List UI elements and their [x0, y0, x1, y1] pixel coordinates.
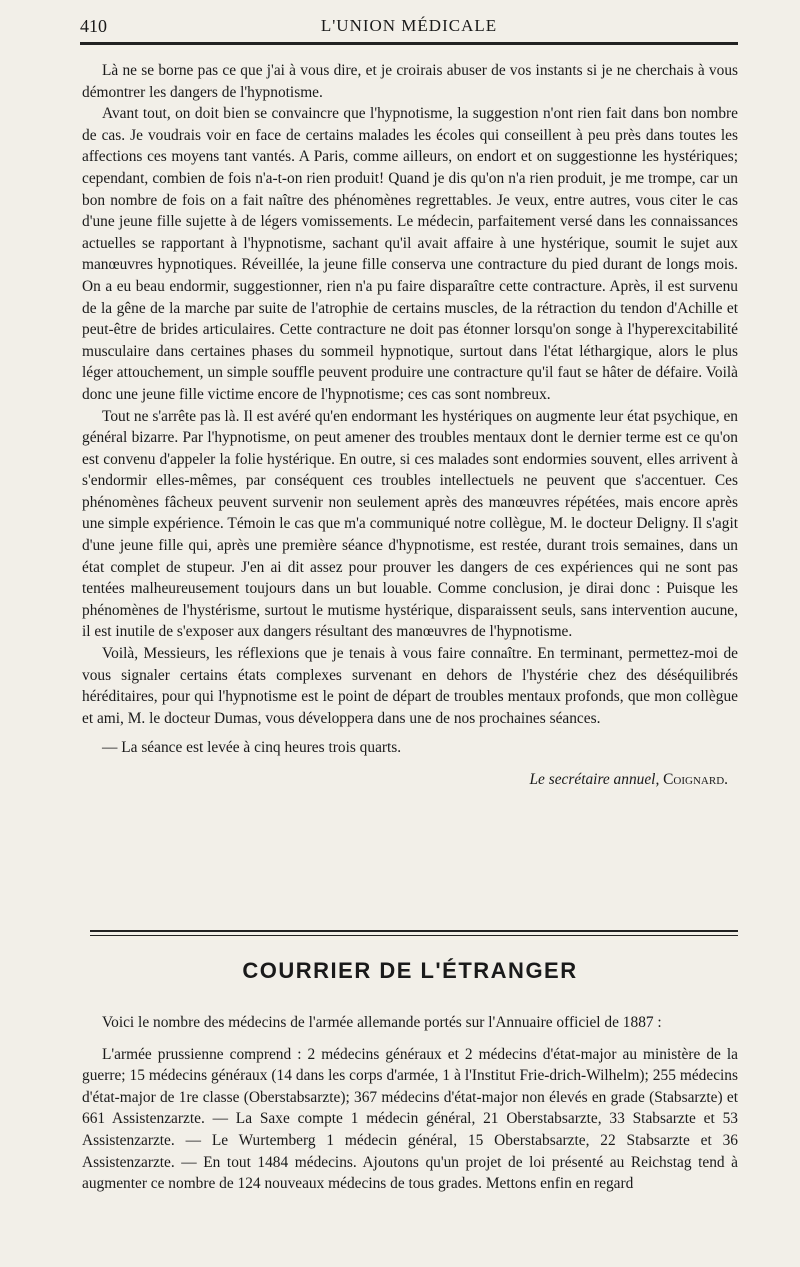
signature-name: Coignard.	[663, 771, 728, 788]
signature-label: Le secrétaire annuel,	[529, 771, 660, 788]
section-title: COURRIER DE L'ÉTRANGER	[242, 958, 578, 983]
paragraph: Avant tout, on doit bien se convaincre que l'hypnotisme, la suggestion n'ont rien fait dans bon nombre de cas. Je voudrais voir en face de certains malades les écoles qui conseillent à peu près dans toutes les affections ces moyens tant vantés. A Paris, comme ailleurs, on endort et on suggestionne les hystériques; cependant, combien de fois n'a-t-on rien produit! Quand je dis qu'on n'a rien produit, je me trompe, car un bon nombre de fois on a fait naître des phénomènes regrettables. Je veux, entre autres, vous citer le cas d'une jeune fille sujette à de légers vomissements. Le médecin, parfaitement versé dans les connaissances actuelles se rapportant à l'hypnotisme, sachant qu'il avait affaire à une hystérique, soumit le sujet aux manœuvres hypnotiques. Réveillée, la jeune fille conserva une contracture du pied durant de longs mois. On a eu beau endormir, suggestionner, rien n'a pu faire disparaître cette contracture. Après, il est survenu de la gêne de la marche par suite de l'atrophie de certains muscles, de la rétraction du tendon d'Achille et peut-être de brides articulaires. Cette contracture ne doit pas étonner lorsqu'on songe à l'hyperexcitabilité musculaire dans certaines phases du sommeil hypnotique, surtout dans l'état léthargique, alors le plus léger attouchement, un simple souffle peuvent produire une contracture qu'il faut se hâter de défaire. Voilà donc une jeune fille victime encore de l'hypnotisme; ces cas sont nombreux.	[82, 105, 738, 403]
signature	[82, 769, 738, 791]
page-number: 410	[80, 16, 107, 36]
header-rule	[80, 42, 738, 45]
paragraph: Là ne se borne pas ce que j'ai à vous dire, et je croirais abuser de vos instants si je ne cherchais à vous démontrer les dangers de l'hypnotisme.	[82, 62, 738, 101]
page-header	[80, 14, 738, 40]
paragraph: Voilà, Messieurs, les réflexions que je tenais à vous faire connaître. En terminant, permettez-moi de vous signaler certains états complexes survenant en dehors de l'hystérie chez des déséquilibrés héréditaires, pour qui l'hypnotisme est le point de départ de troubles mentaux profonds, que mon collègue et ami, M. le docteur Dumas, vous développera dans une de nos prochaines séances.	[82, 645, 738, 727]
session-closing: — La séance est levée à cinq heures trois quarts.	[102, 739, 402, 757]
section-body	[82, 1012, 738, 1195]
article-body	[82, 60, 738, 791]
paragraph: Voici le nombre des médecins de l'armée allemande portés sur l'Annuaire officiel de 1887 :	[102, 1014, 662, 1031]
paragraph: Tout ne s'arrête pas là. Il est avéré qu'en endormant les hystériques on augmente leur état psychique, en général bizarre. Par l'hypnotisme, on peut amener des troubles mentaux dont le dernier terme est ce qu'on est convenu d'appeler la folie hystérique. En outre, si ces malades sont endormies souvent, elles arrivent à s'endormir elles-mêmes, par conséquent ces troubles intellectuels ne peuvent que s'accentuer. Ces phénomènes fâcheux peuvent survenir non seulement après des manœuvres répétées, mais encore après une simple expérience. Témoin le cas que m'a communiqué notre collègue, M. le docteur Deligny. Il s'agit d'une jeune fille qui, après une première séance d'hypnotisme, est restée, durant trois semaines, dans un état complet de stupeur. J'en ai dit assez pour prouver les dangers de ces expériences qui ne sont pas tentées malheureusement toujours dans un but louable. Comme conclusion, je dirai donc : Puisque les phénomènes de l'hystérisme, surtout le mutisme hystérique, disparaissent seuls, sans intervention aucune, il est inutile de s'exposer aux dangers résultant des manœuvres de l'hypnotisme.	[82, 407, 738, 641]
paragraph: L'armée prussienne comprend : 2 médecins généraux et 2 médecins d'état-major au ministère de la guerre; 15 médecins généraux (14 dans les corps d'armée, 1 à l'Institut Frie-drich-Wilhelm); 255 médecins d'état-major de 1re classe (Oberstabsarzte); 367 médecins d'état-major non élevés en grade (Stabsarzte) et 661 Assistenzarzte. — La Saxe compte 1 médecin général, 21 Oberstabsarzte, 33 Stabsarzte et 53 Assistenzarzte. — Le Wurtemberg 1 médecin général, 15 Oberstabsarzte, 22 Stabsarzte et 36 Assistenzarzte. — En tout 1484 médecins. Ajoutons qu'un projet de loi présenté au Reichstag tend à augmenter ce nombre de 124 nouveaux médecins de tous grades. Mettons enfin en regard	[82, 1045, 738, 1193]
section-divider	[90, 930, 738, 936]
running-title: L'UNION MÉDICALE	[320, 16, 498, 35]
